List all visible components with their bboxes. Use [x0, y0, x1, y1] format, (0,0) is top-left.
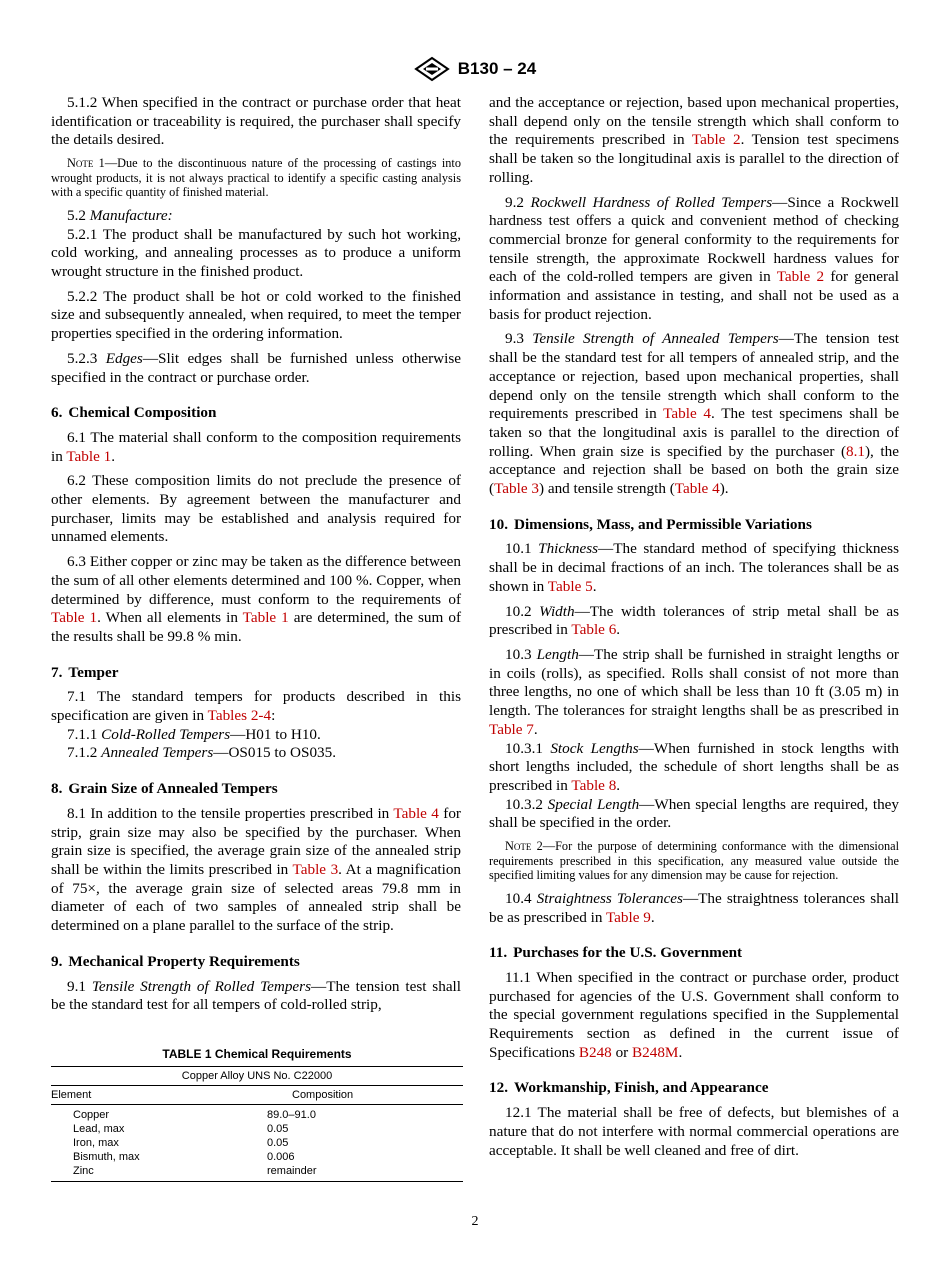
para-10-4: 10.4 Straightness Tolerances—The straightness tolerances shall be as prescribed in Table 9.	[489, 889, 899, 926]
para-10-2: 10.2 Width—The width tolerances of strip metal shall be as prescribed in Table 6.	[489, 602, 900, 639]
para-6-1: 6.1 The material shall conform to the composition requirements in Table 1.	[51, 428, 461, 465]
para-7-1: 7.1 The standard tempers for products described in this specification are given in Tables 2-4:	[51, 688, 461, 725]
table-row: Bismuth, max 0.006	[73, 1151, 295, 1163]
para-7-1-2: 7.1.2 Annealed Tempers—OS015 to OS035.	[67, 744, 337, 762]
section-8-heading: 8. Grain Size of Annealed Tempers	[51, 780, 278, 798]
section-10-heading: 10. Dimensions, Mass, and Permissible Variations	[489, 515, 812, 533]
para-10-1: 10.1 Thickness—The standard method of specifying thickness shall be in decimal fractions of an inch. The tolerances shall be as shown in Table 5.	[489, 540, 899, 595]
table-row: Iron, max 0.05	[73, 1137, 289, 1149]
table-4-link[interactable]: Table 4	[393, 804, 439, 822]
table-9-link[interactable]: Table 9	[605, 908, 651, 926]
para-10-3: 10.3 Length—The strip shall be furnished in straight lengths or in coils (rolls), as specified. Rolls shall consist of not more than three lengths, no one of which shall be less than 10 ft (3.05 m) in length. The tolerances for straight lengths shall be as prescribed in Table 7.	[489, 645, 899, 738]
table-3-link[interactable]: Table 3	[494, 480, 539, 498]
table-3-link[interactable]: Table 3	[292, 860, 339, 878]
section-9-heading: 9. Mechanical Property Requirements	[51, 952, 300, 970]
table-1-link[interactable]: Table 1	[66, 447, 112, 465]
note-2: Note 2—For the purpose of determining conformance with the dimensional requirements prescribed in this specification, any measured value outside the specified limiting values for any dimension may be cause for rejection.	[489, 839, 899, 883]
para-5-2-1: 5.2.1 The product shall be manufactured by such hot working, cold working, and annealing processes as to produce a uniform wrought structure in the finished product.	[51, 225, 461, 280]
table-4-link[interactable]: Table 4	[674, 480, 720, 498]
table-5-link[interactable]: Table 5	[547, 577, 593, 595]
para-8-1: 8.1 In addition to the tensile properties prescribed in Table 4 for strip, grain size may also be specified by the purchaser. When grain size is specified, the average grain size of the annealed strip shall be within the limits prescribed in Table 3. At a magnification of 75×, the average grain size of selected areas 79.8 mm in diameter of each of two samples of annealed strip shall be determined on a plane parallel to the surface of the strip.	[51, 804, 462, 935]
para-9-2: 9.2 Rockwell Hardness of Rolled Tempers—Since a Rockwell hardness test offers a quick and convenient method of checking commercial bronze for general conformity to the requirements for tensile strength, the approximate Rockwell hardness values for each of the cold-rolled tempers are given in Table 2 for general information and assistance in testing, and shall not be used as a basis for product rejection.	[489, 193, 899, 323]
table-1-link[interactable]: Table 1	[242, 609, 289, 627]
table-1-link[interactable]: Table 1	[51, 609, 98, 627]
para-5-2: 5.2 Manufacture:	[67, 206, 173, 224]
table-1-chemical-requirements	[51, 1047, 463, 1182]
para-6-2: 6.2 These composition limits do not preclude the presence of other elements. By agreement between the manufacturer and purchaser, limits may be established and analysis required for unnamed elements.	[51, 472, 461, 546]
table-2-link[interactable]: Table 2	[776, 268, 825, 286]
table-2-link[interactable]: Table 2	[691, 131, 741, 149]
alloy-header: Copper Alloy UNS No. C22000	[51, 1067, 463, 1086]
para-10-3-2: 10.3.2 Special Length—When special lengths are required, they shall be specified in the order.	[489, 795, 900, 832]
page-header	[0, 56, 950, 82]
table-4-link[interactable]: Table 4	[663, 405, 711, 423]
note-1: Note 1—Due to the discontinuous nature of the processing of castings into wrought products, it is not always practical to identify a specific casting analysis with a specific quantity of finished material.	[51, 156, 461, 200]
para-5-1-2: 5.1.2 When specified in the contract or purchase order that heat identification or traceability is required, the purchaser shall specify the details desired.	[51, 94, 461, 149]
para-9-1: 9.1 Tensile Strength of Rolled Tempers—The tension test shall be the standard test for all tempers of cold-rolled strip,	[51, 977, 461, 1014]
b248-link[interactable]: B248	[578, 1043, 612, 1061]
section-11-heading: 11. Purchases for the U.S. Government	[489, 944, 743, 962]
page-number: 2	[471, 1214, 479, 1229]
section-12-heading: 12. Workmanship, Finish, and Appearance	[489, 1079, 769, 1097]
para-6-3: 6.3 Either copper or zinc may be taken as the difference between the sum of all other elements determined and 100 %. Copper, when determined by difference, must conform to the requirements of Table 1. When all elements in Table 1 are determined, the sum of the results shall be 99.8 % min.	[51, 553, 462, 645]
para-11-1: 11.1 When specified in the contract or purchase order, product purchased for agencies of the U.S. Government shall conform to the special government regulations specified in the Supplemental Requirements section as defined in the current issue of Specifications B248 or B248M.	[489, 968, 899, 1061]
column-header-composition: Composition	[267, 1086, 463, 1105]
para-5-2-3: 5.2.3 Edges—Slit edges shall be furnished unless otherwise specified in the contract or purchase order.	[51, 349, 462, 386]
table-8-link[interactable]: Table 8	[571, 776, 617, 794]
designation-code: B130 – 24	[457, 59, 537, 78]
table-row: Copper 89.0–91.0	[73, 1109, 316, 1121]
para-7-1-1: 7.1.1 Cold-Rolled Tempers—H01 to H10.	[67, 725, 321, 743]
chemical-table	[51, 1066, 463, 1182]
section-8-1-link[interactable]: 8.1	[846, 442, 865, 460]
table-title: TABLE 1 Chemical Requirements	[162, 1047, 352, 1061]
left-column	[51, 94, 461, 1021]
para-12-1: 12.1 The material shall be free of defects, but blemishes of a nature that do not interfere with normal commercial operations are acceptable. It shall be well cleaned and free of dirt.	[489, 1104, 899, 1159]
table-7-link[interactable]: Table 7	[489, 720, 534, 738]
right-column	[489, 94, 899, 1166]
para-9-3: 9.3 Tensile Strength of Annealed Tempers—The tension test shall be the standard test for all tempers of annealed strip, and the acceptance or rejection, based upon mechanical properties, shall depend only on the tensile strength which shall conform to the requirements prescribed in Table 4. The test specimens shall be taken so that the longitudinal axis is parallel to the direction of rolling. When grain size is specified by the purchaser (8.1), the acceptance and rejection shall be based on both the grain size (Table 3) and tensile strength (Table 4).	[489, 330, 900, 498]
b248m-link[interactable]: B248M	[632, 1043, 679, 1061]
table-row: Lead, max 0.05	[73, 1123, 289, 1135]
column-header-element: Element	[51, 1086, 267, 1105]
table-6-link[interactable]: Table 6	[571, 621, 617, 639]
section-7-heading: 7. Temper	[51, 663, 119, 681]
table-row: Zinc remainder	[51, 1164, 463, 1182]
section-6-heading: 6. Chemical Composition	[51, 404, 217, 422]
para-9-1-continued: and the acceptance or rejection, based upon mechanical properties, shall depend only on the tensile strength which shall conform to the requirements prescribed in Table 2. Tension test specimens shall be taken so the longitudinal axis is parallel to the direction of rolling.	[489, 94, 900, 186]
tables-2-4-link[interactable]: Tables 2-4	[207, 707, 272, 725]
astm-logo-icon	[414, 56, 450, 82]
para-5-2-2: 5.2.2 The product shall be hot or cold worked to the finished size and subsequently annealed, when required, to meet the temper properties specified in the ordering information.	[51, 287, 461, 343]
para-10-3-1: 10.3.1 Stock Lengths—When furnished in stock lengths with short lengths included, the schedule of short lengths shall be as prescribed in Table 8.	[489, 739, 899, 794]
